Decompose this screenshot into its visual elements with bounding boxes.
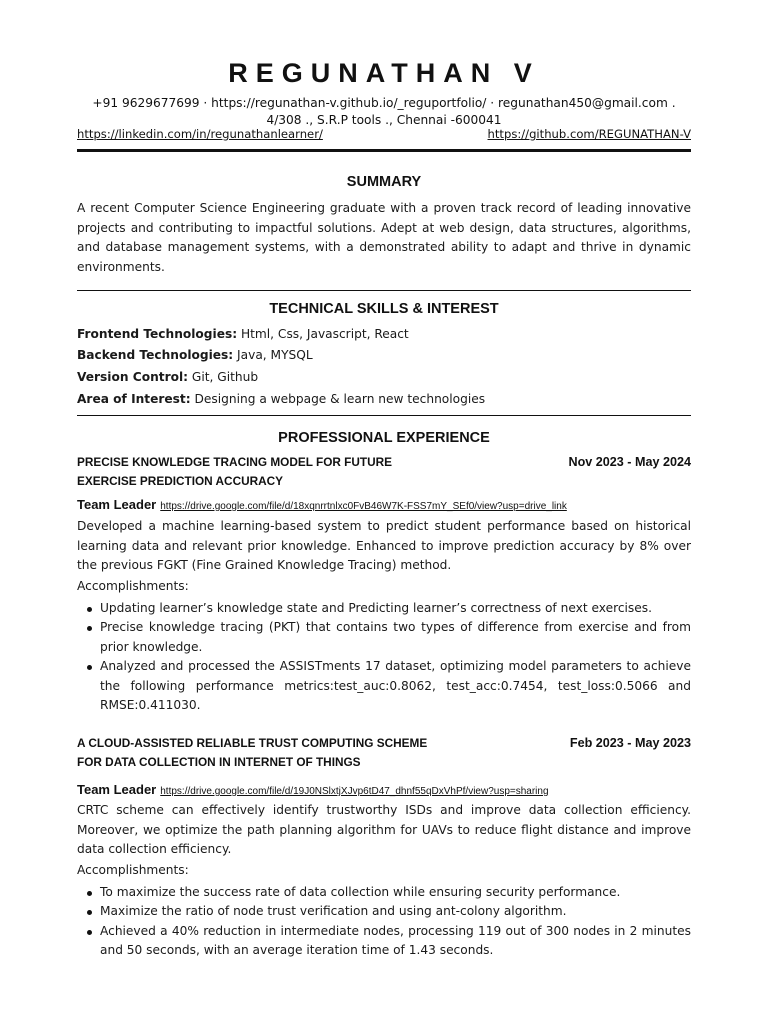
list-item-text: Maximize the ratio of node trust verification and using ant-colony algorithm. xyxy=(100,904,567,919)
role-label: Team Leader xyxy=(77,782,157,797)
project-link[interactable]: https://drive.google.com/file/d/18xqnrrtnlxc0FvB46W7K-FSS7mY_SEf0/view?usp=drive_link xyxy=(160,501,567,512)
list-item xyxy=(77,922,691,961)
list-item-text: Analyzed and processed the ASSISTments 17 dataset, optimizing model parameters to achieve the following performance metrics:test_auc:0.8062, test_acc:0.7454, test_loss:0.5066 and RMSE:0.411030. xyxy=(100,659,691,713)
section-divider xyxy=(77,290,691,291)
job-title xyxy=(77,453,497,490)
skill-value: Html, Css, Javascript, React xyxy=(237,327,409,341)
list-item-text: Updating learner’s knowledge state and Predicting learner’s correctness of next exercises. xyxy=(100,601,652,615)
bullet-icon xyxy=(87,930,92,935)
skill-row-interest xyxy=(77,392,691,406)
accomplishments-list xyxy=(77,599,691,715)
bullet-icon xyxy=(87,891,92,896)
skills-heading: TECHNICAL SKILLS & INTEREST xyxy=(269,301,499,317)
project-link[interactable]: https://drive.google.com/file/d/19J0NSlxtjXJvp6tD47_dhnf55qDxVhPf/view?usp=sharing xyxy=(160,786,549,797)
job-title-line: EXERCISE PREDICTION ACCURACY xyxy=(77,473,284,488)
job-title xyxy=(77,734,497,771)
list-item-text: Precise knowledge tracing (PKT) that contains two types of difference from exercise and from prior knowledge. xyxy=(100,620,691,654)
bullet-icon xyxy=(87,607,92,612)
job-description: CRTC scheme can effectively identify trustworthy ISDs and improve data collection efficiency. Moreover, we optimize the path planning algorithm for UAVs to reduce flight distance and improve data collection efficiency. xyxy=(77,803,691,856)
job-title-line: FOR DATA COLLECTION IN INTERNET OF THINGS xyxy=(77,754,361,769)
accomplishments-list xyxy=(77,883,691,961)
list-item xyxy=(77,902,691,921)
linkedin-link[interactable]: https://linkedin.com/in/regunathanlearner/ xyxy=(77,127,323,141)
job-dates: Feb 2023 - May 2023 xyxy=(569,736,691,750)
contact-line: +91 9629677699 · https://regunathan-v.github.io/_reguportfolio/ · regunathan450@gmail.com . xyxy=(92,96,676,110)
skill-row-frontend xyxy=(77,327,691,341)
section-divider xyxy=(77,415,691,416)
header-divider xyxy=(77,149,691,152)
list-item xyxy=(77,618,691,657)
summary-text: A recent Computer Science Engineering graduate with a proven track record of leading innovative projects and contributing to impactful solutions. Adept at web design, data structures, algorithms, and database management systems, with a demonstrated ability to adapt and thrive in dynamic environments. xyxy=(77,201,691,274)
github-link[interactable]: https://github.com/REGUNATHAN-V xyxy=(487,127,691,141)
skill-label: Frontend Technologies: xyxy=(77,327,238,341)
list-item xyxy=(77,599,691,618)
bullet-icon xyxy=(87,910,92,915)
skill-row-backend xyxy=(77,348,691,362)
experience-heading: PROFESSIONAL EXPERIENCE xyxy=(278,430,490,446)
skill-value: Git, Github xyxy=(188,370,259,384)
accomplishments-label: Accomplishments: xyxy=(77,579,189,593)
list-item-text: Achieved a 40% reduction in intermediate nodes, processing 119 out of 300 nodes in 2 minutes and 50 seconds, with an average iteration time of 1.43 seconds. xyxy=(100,923,691,958)
skill-label: Version Control: xyxy=(77,370,189,384)
job-title-line: A CLOUD-ASSISTED RELIABLE TRUST COMPUTING SCHEME xyxy=(77,736,428,750)
profile-links xyxy=(77,127,691,145)
candidate-name: REGUNATHAN V xyxy=(228,58,540,88)
job-dates: Nov 2023 - May 2024 xyxy=(568,455,691,469)
skill-label: Area of Interest: xyxy=(77,392,191,406)
list-item-text: To maximize the success rate of data collection while ensuring security performance. xyxy=(100,885,621,899)
bullet-icon xyxy=(87,626,92,631)
bullet-icon xyxy=(87,665,92,670)
skill-value: Java, MYSQL xyxy=(233,348,313,362)
address-line: 4/308 ., S.R.P tools ., Chennai -600041 xyxy=(266,113,502,127)
role-label: Team Leader xyxy=(77,497,157,512)
summary-heading: SUMMARY xyxy=(346,174,422,190)
job-description: Developed a machine learning-based system to predict student performance based on historical learning data and relevant prior knowledge. Enhanced to improve prediction accuracy by 8% over the previous FGKT (Fine Grained Knowledge Tracing) method. xyxy=(77,519,691,572)
job-title-line: PRECISE KNOWLEDGE TRACING MODEL FOR FUTURE xyxy=(77,455,393,469)
skill-row-version-control xyxy=(77,370,691,384)
skill-value: Designing a webpage & learn new technologies xyxy=(190,392,486,406)
list-item xyxy=(77,883,691,902)
list-item xyxy=(77,657,691,715)
skill-label: Backend Technologies: xyxy=(77,348,234,362)
job-role xyxy=(77,779,691,798)
job-role xyxy=(77,494,691,513)
accomplishments-label: Accomplishments: xyxy=(77,863,189,877)
